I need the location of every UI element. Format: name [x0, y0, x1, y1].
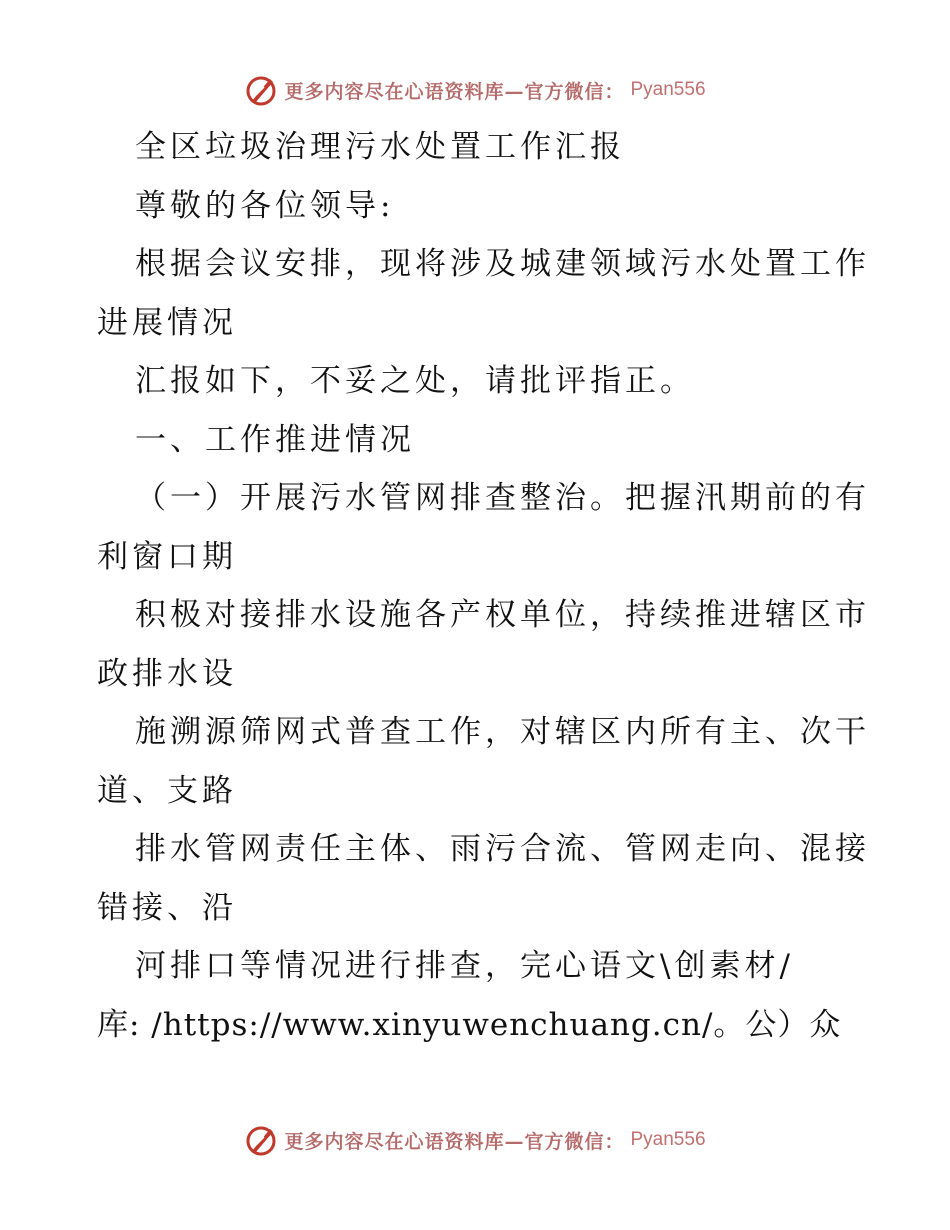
- watermark-text: 更多内容尽在心语资料库—官方微信：: [284, 1130, 625, 1153]
- text-line: 利窗口期: [97, 538, 237, 575]
- quill-logo-icon: [244, 73, 278, 107]
- text-line: 根据会议安排，现将涉及城建领域污水处置工作: [135, 246, 870, 282]
- text-line: 错接、沿: [97, 889, 237, 926]
- document-body: [97, 118, 870, 1054]
- quill-logo-icon: [244, 1123, 278, 1157]
- text-line: 排水管网责任主体、雨污合流、管网走向、混接: [135, 831, 870, 867]
- text-line: 河排口等情况进行排查，完心语文\创素材/: [135, 948, 794, 984]
- text-line: 道、支路: [97, 772, 237, 809]
- header-watermark: [0, 70, 950, 110]
- watermark-wechat-id: Pyan556: [630, 1129, 706, 1150]
- text-line: 一、工作推进情况: [135, 421, 415, 458]
- text-line: 施溯源筛网式普查工作，对辖区内所有主、次干: [135, 714, 870, 750]
- text-line: 库: /https://www.xinyuwenchuang.cn/。公）众: [97, 1006, 842, 1043]
- watermark-wechat-id: Pyan556: [630, 79, 706, 100]
- text-line: 政排水设: [97, 655, 237, 692]
- text-line: （一）开展污水管网排查整治。把握汛期前的有: [135, 480, 870, 516]
- text-line: 进展情况: [97, 304, 237, 341]
- text-line: 汇报如下，不妥之处，请批评指正。: [135, 363, 695, 399]
- footer-watermark: [0, 1120, 950, 1160]
- text-line: 积极对接排水设施各产权单位，持续推进辖区市: [135, 597, 870, 633]
- text-line: 尊敬的各位领导:: [135, 187, 395, 224]
- text-line: 全区垃圾治理污水处置工作汇报: [135, 129, 625, 165]
- watermark-text: 更多内容尽在心语资料库—官方微信：: [284, 80, 625, 103]
